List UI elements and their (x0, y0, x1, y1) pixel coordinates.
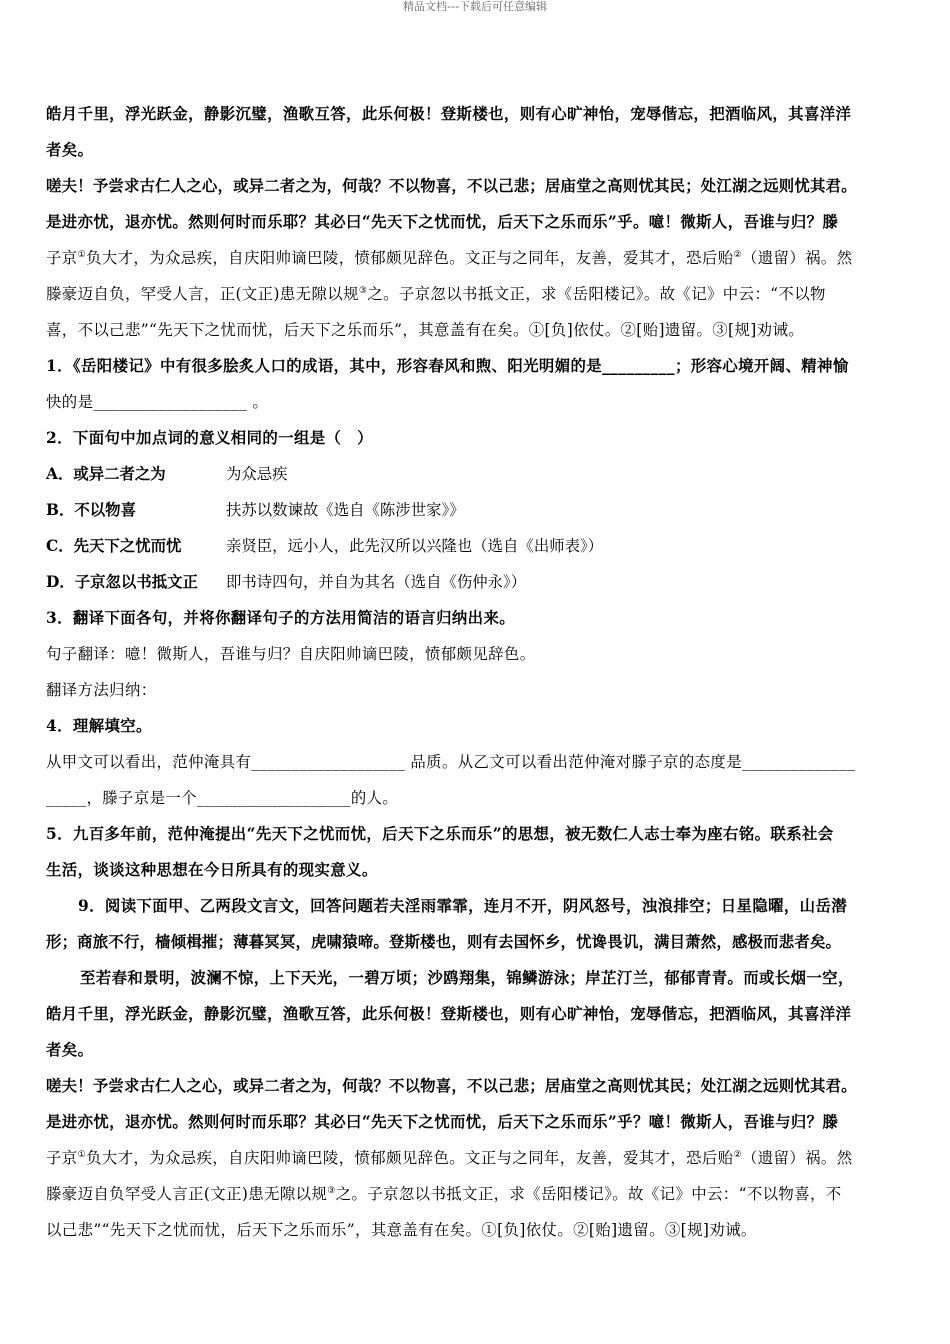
question-4-line: 从甲文可以看出，范仲淹具有___________________ 品质。从乙文可以看出范仲淹对滕子京的态度是______________ (46, 753, 856, 771)
passage-line: 嗟夫！予尝求古仁人之心，或异二者之为，何哉？不以物喜，不以己悲；居庙堂之高则忧其民；处江湖之远则忧其君。 (46, 177, 857, 195)
question-9-line: 皓月千里，浮光跃金，静影沉璧，渔歌互答，此乐何极！登斯楼也，则有心旷神怡，宠辱偕忘，把酒临风，其喜洋洋 (46, 1005, 852, 1023)
question-9-line: 以己悲”“先天下之忧而忧，后天下之乐而乐”，其意盖有在矣。①[负]依仗。②[贻]遗留。③[规]劝诫。 (46, 1221, 757, 1239)
question-9-line: 形；商旅不行，樯倾楫摧；薄暮冥冥，虎啸猿啼。登斯楼也，则有去国怀乡，忧谗畏讥，满目萧然，感极而悲者矣。 (46, 933, 842, 951)
passage-line: 子京①负大才，为众忌疾，自庆阳帅谪巴陵，愤郁颇见辞色。文正与之同年，友善，爱其才，恐后贻②（遗留）祸。然 (46, 249, 853, 267)
question-3-method: 翻译方法归纳： (46, 681, 157, 699)
document-body (46, 96, 914, 1248)
question-3-sentence: 句子翻译：噫！微斯人，吾谁与归？自庆阳帅谪巴陵，愤郁颇见辞色。 (46, 645, 536, 663)
passage-line: 是进亦忧，退亦忧。然则何时而乐耶？其必曰“先天下之忧而忧，后天下之乐而乐”乎。噫！微斯人，吾谁与归？滕 (46, 213, 839, 231)
passage-line: 者矣。 (46, 141, 94, 159)
option-b: B．不以物喜 扶苏以数谏故《选自《陈涉世家》》 (46, 501, 465, 519)
question-4-line: _____，滕子京是一个___________________的人。 (46, 789, 399, 807)
question-1: 1．《岳阳楼记》中有很多脍炙人口的成语，其中，形容春风和煦、阳光明媚的是_________；形容心境开阔、精神愉 (46, 357, 849, 375)
passage-line: 滕豪迈自负，罕受人言，正(文正)患无隙以规③之。子京忽以书抵文正，求《岳阳楼记》。故《记》中云：“不以物 (46, 285, 826, 303)
question-5-line: 生活，谈谈这种思想在今日所具有的现实意义。 (46, 861, 378, 879)
question-9-line: 滕豪迈自负罕受人言正(文正)患无隙以规③之。子京忽以书抵文正，求《岳阳楼记》。故《记》中云：“不以物喜，不 (46, 1185, 842, 1203)
question-2-stem: 2．下面句中加点词的意义相同的一组是（ ） (46, 429, 373, 447)
question-9-line: 是进亦忧，退亦忧。然则何时而乐耶？其必曰“先天下之忧而忧，后天下之乐而乐”乎？噫！微斯人，吾谁与归？滕 (46, 1113, 839, 1131)
question-5-line: 5．九百多年前，范仲淹提出“先天下之忧而忧，后天下之乐而乐”的思想，被无数仁人志士奉为座右铭。联系社会 (46, 825, 834, 843)
question-3-stem: 3．翻译下面各句，并将你翻译句子的方法用简洁的语言归纳出来。 (46, 609, 516, 627)
question-9-line: 至若春和景明，波澜不惊，上下天光，一碧万顷；沙鸥翔集，锦鳞游泳；岸芷汀兰，郁郁青青。而或长烟一空， (80, 969, 854, 987)
question-9-line: 嗟夫！予尝求古仁人之心，或异二者之为，何哉？不以物喜，不以己悲；居庙堂之高则忧其民；处江湖之远则忧其君。 (46, 1077, 857, 1095)
page-header: 精品文档---下载后可任意编辑 (403, 0, 547, 13)
question-9-line: 者矣。 (46, 1041, 94, 1059)
question-4-stem: 4．理解填空。 (46, 717, 152, 735)
option-a: A．或异二者之为 为众忌疾 (46, 465, 288, 483)
option-d: D．子京忽以书抵文正 即书诗四句，并自为其名（选自《伤仲永》） (46, 573, 527, 591)
question-1-cont: 快的是___________________ 。 (46, 393, 269, 411)
question-9-line: 子京①负大才，为众忌疾，自庆阳帅谪巴陵，愤郁颇见辞色。文正与之同年，友善，爱其才，恐后贻②（遗留）祸。然 (46, 1149, 853, 1167)
passage-line: 皓月千里，浮光跃金，静影沉璧，渔歌互答，此乐何极！登斯楼也，则有心旷神怡，宠辱偕忘，把酒临风，其喜洋洋 (46, 105, 852, 123)
question-9-line: 9．阅读下面甲、乙两段文言文，回答问题若夫淫雨霏霏，连月不开，阴风怒号，浊浪排空；日星隐曜，山岳潜 (78, 897, 848, 915)
option-c: C．先天下之忧而忧 亲贤臣，远小人，此先汉所以兴隆也（选自《出师表》） (46, 537, 604, 555)
passage-line: 喜，不以己悲”“先天下之忧而忧，后天下之乐而乐”，其意盖有在矣。①[负]依仗。②[贻]遗留。③[规]劝诫。 (46, 321, 805, 339)
